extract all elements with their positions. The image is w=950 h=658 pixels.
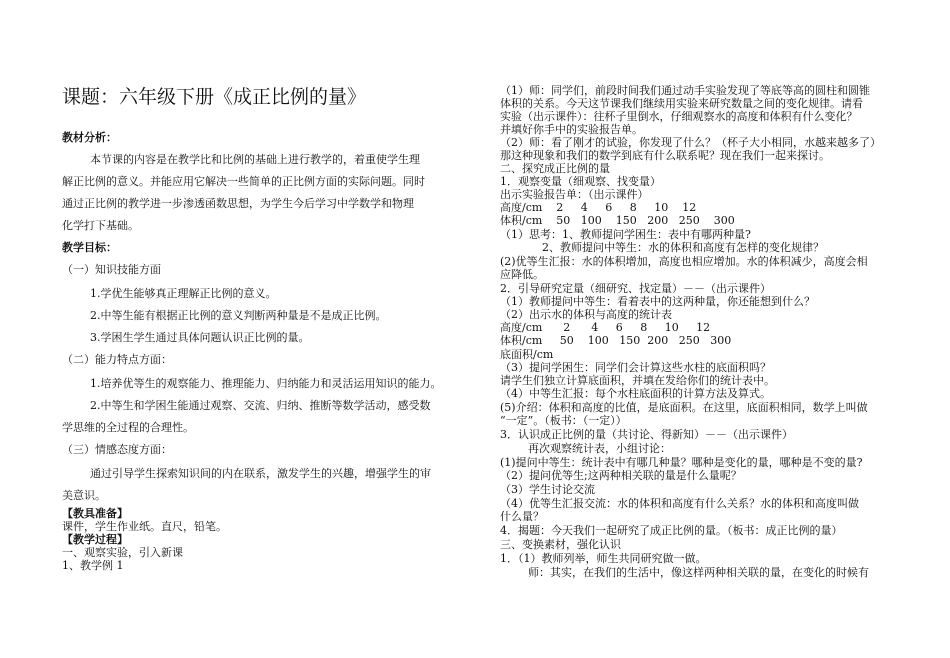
paragraph-line: 出示实验报告单：（出示课件） xyxy=(500,188,649,201)
paragraph-line: 请学生们独立计算底面积，并填在发给你们的统计表中。 xyxy=(500,374,775,387)
lesson-title: 课题：六年级下册《成正比例的量》 xyxy=(62,86,367,108)
section-heading-teaching-process: 【教学过程】 xyxy=(62,533,128,546)
paragraph-line: (1)提问中等生：统计表中有哪几种量？哪种是变化的量，哪种是不变的量? xyxy=(500,456,863,469)
paragraph-line: 课件，学生作业纸。直尺，铅笔。 xyxy=(62,520,227,533)
list-item: 3.学困生学生通过具体问题认识正比例的量。 xyxy=(90,331,310,344)
paragraph-line: （2）出示水的体积与高度的统计表 xyxy=(500,308,672,321)
paragraph-line: 师：其实，在我们的生活中，像这样两种相关联的量，在变化的时候有 xyxy=(528,566,869,579)
section-heading: 二、探究成正比例的量 xyxy=(500,162,610,175)
paragraph-line: 那这种现象和我们的数学到底有什么联系呢？现在我们一起来探讨。 xyxy=(500,149,830,162)
paragraph-line: （1）教师提问中等生：看着表中的这两种量，你还能想到什么？ xyxy=(500,295,815,308)
paragraph-line: （2）提问优等生;这两种相关联的量是什么量呢？ xyxy=(500,469,742,482)
paragraph-line: 2、教师提问中等生：水的体积和高度有怎样的变化规律？ xyxy=(542,241,824,254)
list-item: 1.培养优等生的观察能力、推理能力、归纳能力和灵活运用知识的能力。 xyxy=(90,377,442,390)
paragraph-line: (5)介绍：体积和高度的比值，是底面积。在这里，底面积相同，数学上叫做 xyxy=(500,401,868,414)
paragraph-line: （4）中等生汇报：每个水柱底面积的计算方法及算式。 xyxy=(500,387,771,400)
paragraph-line: 体积的关系。今天这节课我们继续用实验来研究数量之间的变化规律。请看 xyxy=(500,97,863,110)
table-row-volume: 体积/cm 50 100 150 200 250 300 xyxy=(500,334,732,347)
paragraph-line: 应降低。 xyxy=(500,268,544,281)
paragraph-line: 美意识。 xyxy=(62,489,106,502)
list-item: 1.学优生能够真正理解正比例的意义。 xyxy=(90,287,277,300)
paragraph-line: 解正比例的意义。并能应用它解决一些简单的正比例方面的实际问题。同时 xyxy=(62,175,425,188)
table-row-base-area: 底面积/cm xyxy=(500,348,554,361)
paragraph-line: （3）提问学困生：同学们会计算这些水柱的底面积吗？ xyxy=(500,361,771,374)
paragraph-line: 4．揭题：今天我们一起研究了成正比例的量。（板书：成正比例的量） xyxy=(500,524,843,537)
paragraph-line: 化学打下基础。 xyxy=(62,219,139,232)
paragraph-line: （3）学生讨论交流 xyxy=(500,483,595,496)
paragraph-line: （4）优等生汇报交流：水的体积和高度有什么关系？水的体积和高度叫做 xyxy=(500,497,859,510)
table-row-height: 高度/cm 2 4 6 8 10 12 xyxy=(500,321,711,334)
paragraph-line: 实验（出示课件）：往杯子里倒水，仔细观察水的高度和体积有什么变化？ xyxy=(500,110,858,123)
paragraph-line: (2)优等生汇报：水的体积增加，高度也相应增加。水的体积减少，高度会相 xyxy=(500,255,868,268)
paragraph-line: 2．引导研究定量（细研究、找定量）－－（出示课件） xyxy=(500,282,771,295)
list-item: 2.中等生和学困生能通过观察、交流、归纳、推断等数学活动，感受数 xyxy=(90,399,431,412)
paragraph-line: 什么量？ xyxy=(500,510,544,523)
paragraph-line: 并填好你手中的实验报告单。 xyxy=(500,123,643,136)
paragraph-line: 本节课的内容是在教学比和比例的基础上进行教学的，着重使学生理 xyxy=(90,153,420,166)
table-row-height: 高度/cm 2 4 6 8 10 12 xyxy=(500,201,697,214)
paragraph-line: （1）师：同学们，前段时间我们通过动手实验发现了等底等高的圆柱和圆锥 xyxy=(500,84,870,97)
paragraph-line: 再次观察统计表，小组讨论： xyxy=(528,442,671,455)
section-heading-material-analysis: 教材分析： xyxy=(62,131,117,144)
list-item: 学思维的全过程的合理性。 xyxy=(62,421,194,434)
paragraph-line: 1．（1）教师列举，师生共同研究做一做。 xyxy=(500,552,707,565)
table-row-volume: 体积/cm 50 100 150 200 250 300 xyxy=(500,214,735,227)
paragraph-line: 3．认识成正比例的量（共讨论、得新知）－－（出示课件） xyxy=(500,428,793,441)
paragraph-line: 1．观察变量（细观察、找变量） xyxy=(500,175,661,188)
section-heading-teaching-aids: 【教具准备】 xyxy=(62,507,128,520)
paragraph-line: 1、教学例 1 xyxy=(62,559,124,572)
list-item: 2.中等生能有根据正比例的意义判断两种量是不是成正比例。 xyxy=(90,309,387,322)
paragraph-line: 通过引导学生探索知识间的内在联系，激发学生的兴趣，增强学生的审 xyxy=(90,467,431,480)
subsection-heading: （二）能力特点方面： xyxy=(62,353,172,366)
section-heading: 三、变换素材，强化认识 xyxy=(500,538,621,551)
paragraph-line: 一、观察实验，引入新课 xyxy=(62,546,183,559)
subsection-heading: （一）知识技能方面 xyxy=(62,263,161,276)
paragraph-line: （1）思考：1、教师提问学困生：表中有哪两种量? xyxy=(500,228,751,241)
paragraph-line: （2）师：看了刚才的试验，你发现了什么？（杯子大小相同，水越来越多了） xyxy=(500,136,881,149)
paragraph-line: 通过正比例的教学进一步渗透函数思想，为学生今后学习中学数学和物理 xyxy=(62,197,414,210)
section-heading-teaching-goals: 教学目标： xyxy=(62,241,117,254)
subsection-heading: （三）情感态度方面： xyxy=(62,443,172,456)
paragraph-line: “一定”。（板书：（一定）） xyxy=(500,414,627,427)
